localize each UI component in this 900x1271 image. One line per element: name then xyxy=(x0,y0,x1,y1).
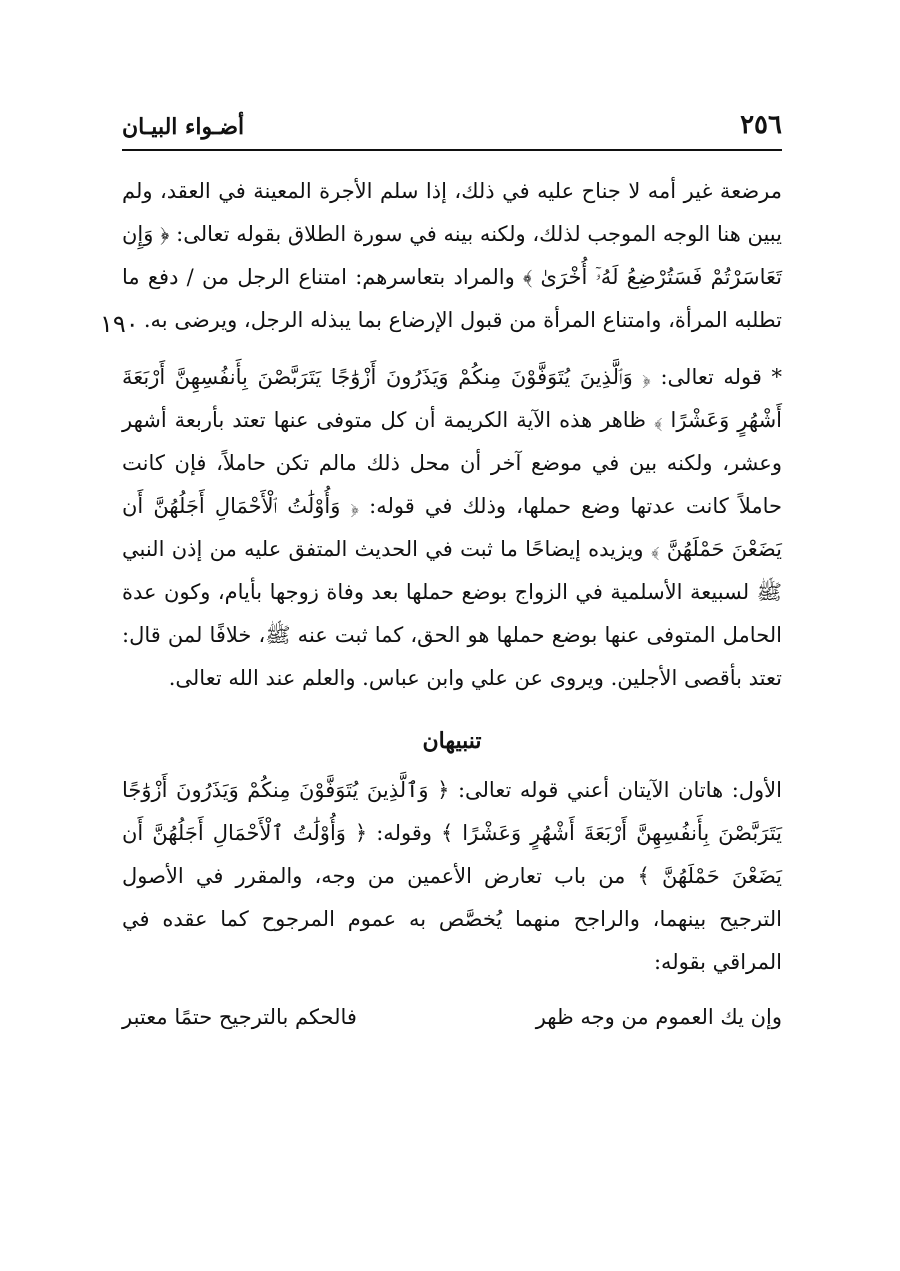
text-line: * قوله تعالى: ﴿ وَٱلَّذِينَ يُتَوَفَّوْنَ مِنكُمْ وَيَذَرُونَ أَزْوَٰجًا يَتَرَبَّصْنَ بِأَنفُسِهِنَّ xyxy=(174,365,782,389)
text-line: من قبول الإرضاع بما يبذله الرجل، ويرضى به. xyxy=(143,308,537,332)
text-line: والمقرر في الأصول الترجيح بينهما، والراجح منهما يُخصَّص به xyxy=(122,864,782,931)
text-line: الزواج بوضع حملها بعد وفاة زوجها بأيام، وكون عدة الحامل xyxy=(122,580,782,647)
text-line: لمن قال: تعتد بأقصى الأجلين. ويروى عن علي وابن عباس. xyxy=(122,623,782,690)
text-line: بتعاسرهم: امتناع الرجل من / دفع ما تطلبه المرأة، وامتناع المرأة xyxy=(122,265,782,332)
text-line: وَيَذَرُونَ أَزْوَٰجًا يَتَرَبَّصْنَ بِأَنفُسِهِنَّ أَرْبَعَةَ أَشْهُرٍ وَعَشْرًا ﴾ وقوله: ﴿ وَأُوْلَٰتُ xyxy=(122,778,782,845)
text-line: بأربعة أشهر وعشر، ولكنه بين في موضع آخر أن محل ذلك مالم xyxy=(122,408,782,475)
note-paragraph xyxy=(122,769,782,984)
text-line: أَرْبَعَةَ أَشْهُرٍ وَعَشْرًا ﴾ ظاهر هذه الآية الكريمة أن كل متوفى عنها تعتد xyxy=(122,365,782,432)
text-line: والعلم عند الله تعالى. xyxy=(168,666,356,690)
paragraph-2 xyxy=(122,356,782,700)
text-line: تكن حاملاً، فإن كانت حاملاً كانت عدتها وضع حملها، وذلك في xyxy=(122,451,782,518)
text-line: العقد، ولم يبين هنا الوجه الموجب لذلك، ولكنه بينه في سورة xyxy=(122,179,782,246)
poem-first-hemistich: وإن يك العموم من وجه ظهر xyxy=(535,1005,782,1029)
poem-second-hemistich: فالحكم بالترجيح حتمًا معتبر xyxy=(122,1005,357,1029)
poem-verse xyxy=(122,996,782,1039)
paragraph-1 xyxy=(122,170,782,342)
header-divider xyxy=(122,149,782,151)
text-line: الأول: هاتان الآيتان أعني قوله تعالى: ﴿ وَٱلَّذِينَ يُتَوَفَّوْنَ مِنكُمْ xyxy=(247,778,782,802)
text-line: ٱلْأَحْمَالِ أَجَلُهُنَّ أَن يَضَعْنَ حَمْلَهُنَّ ﴾ من باب تعارض الأعمين من وجه، xyxy=(122,821,782,888)
page-body xyxy=(122,170,782,1039)
text-line: عموم المرجوح كما عقده في المراقي بقوله: xyxy=(122,907,782,974)
text-line: المتوفى عنها بوضع حملها هو الحق، كما ثبت عنه ﷺ، خلافًا xyxy=(209,623,716,647)
text-line: في الحديث المتفق عليه من إذن النبي ﷺ لسبيعة الأسلمية في xyxy=(122,537,782,604)
text-line: الطلاق بقوله تعالى: ﴿ وَإِن تَعَاسَرْتُمْ فَسَتُرْضِعُ لَهُۥٓ أُخْرَىٰ ﴾ والمراد xyxy=(122,222,782,289)
margin-page-reference: ١٩٠ xyxy=(100,310,139,338)
page-number: ٢٥٦ xyxy=(740,110,782,140)
text-line: قوله: ﴿ وَأُوْلَٰتُ ٱلْأَحْمَالِ أَجَلُهُنَّ أَن يَضَعْنَ حَمْلَهُنَّ ﴾ ويزيده إيضاحًا ما ثبت xyxy=(122,494,782,561)
book-title: أضـواء البيـان xyxy=(122,114,245,140)
section-heading: تنبيهان xyxy=(422,728,482,754)
text-line: مرضعة غير أمه لا جناح عليه في ذلك، إذا سلم الأجرة المعينة في xyxy=(218,179,782,203)
page-header xyxy=(122,108,782,148)
